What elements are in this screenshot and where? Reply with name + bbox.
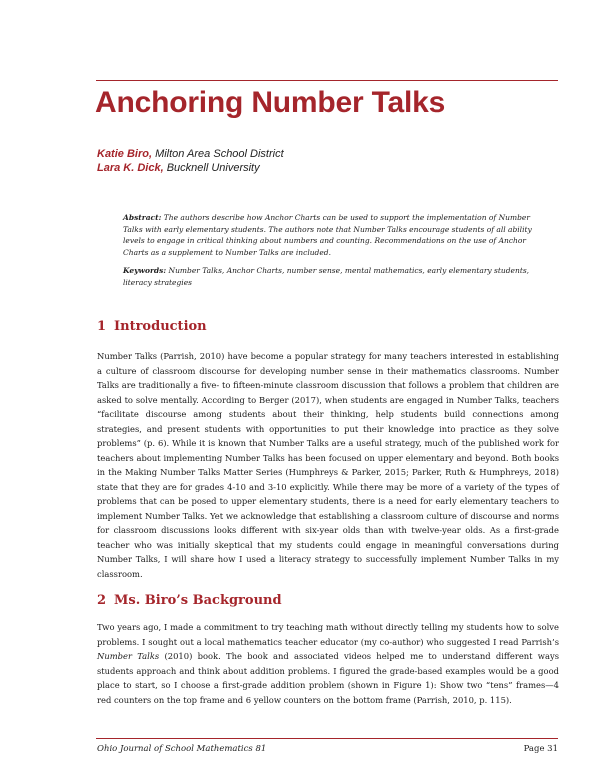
author-name: Katie Biro, bbox=[97, 148, 153, 160]
footer-page-number: Page 31 bbox=[523, 744, 558, 754]
book-title: Number Talks bbox=[97, 651, 160, 661]
header-rule bbox=[96, 80, 558, 81]
author-line bbox=[97, 147, 284, 161]
author-affiliation: Bucknell University bbox=[163, 162, 260, 174]
section-heading-background bbox=[97, 593, 282, 608]
keywords bbox=[123, 265, 536, 288]
author-line bbox=[97, 161, 284, 175]
introduction-paragraph: Number Talks (Parrish, 2010) have become a popular strategy for many teachers interested in establishing a culture of classroom discourse for developing number sense in their mathematics classrooms. Number Talks are traditionally a five- to fifteen-minute classroom discussion that follows a problem that children are asked to solve mentally. According to Berger (2017), when students are engaged in Number Talks, teachers “facilitate discourse among students about their thinking, help students build connections among strategies, and present students with opportunities to put their knowledge into practice as they solve problems” (p. 6). While it is known that Number Talks are a useful strategy, much of the published work for teachers about implementing Number Talks has been focused on upper elementary and beyond. Both books in the Making Number Talks Matter Series (Humphreys & Parker, 2015; Parker, Ruth & Humphreys, 2018) state that they are for grades 4-10 and 3-10 explicitly. While there may be more of a variety of the types of problems that can be posed to upper elementary students, there is a need for early elementary teachers to implement Number Talks. Yet we acknowledge that establishing a classroom culture of discourse and norms for classroom discussions looks different with six-year olds than with twelve-year olds. As a first-grade teacher who was initially skeptical that my students could engage in meaningful conversations during Number Talks, I will share how I used a literacy strategy to successfully implement Number Talks in my classroom. bbox=[97, 351, 559, 579]
section-title: Ms. Biro’s Background bbox=[114, 593, 282, 608]
background-paragraph bbox=[97, 620, 559, 707]
paragraph-text: (2010) book. The book and associated videos helped me to understand different ways students approach and think about addition problems. I figured the grade-based examples would be a good place to start, so I choose a first-grade addition problem (shown in Figure 1): Show two “tens” frames—4 red counters on the top frame and 6 yellow counters on the bottom frame (Parrish, 2010, p. 115). bbox=[97, 651, 559, 705]
article-title: Anchoring Number Talks bbox=[95, 86, 446, 119]
footer-journal: Ohio Journal of School Mathematics 81 bbox=[97, 744, 267, 754]
section-heading-introduction bbox=[97, 319, 207, 334]
abstract-block bbox=[123, 212, 536, 289]
section-number: 2 bbox=[97, 593, 107, 608]
abstract bbox=[123, 212, 536, 258]
keywords-text: Number Talks, Anchor Charts, number sense, mental mathematics, early elementary students, literacy strategies bbox=[123, 266, 530, 287]
keywords-label: Keywords: bbox=[123, 266, 167, 276]
author-affiliation: Milton Area School District bbox=[152, 148, 284, 160]
abstract-label: Abstract: bbox=[123, 213, 162, 222]
author-block bbox=[97, 147, 284, 175]
abstract-text: The authors describe how Anchor Charts can be used to support the implementation of Number Talks with early elementary students. The authors note that Number Talks encourage students of all ability levels to engage in critical thinking about numbers and counting. Recommendations on the use of Anchor Charts as a supplement to Number Talks are included. bbox=[123, 213, 532, 257]
section-number: 1 bbox=[97, 319, 107, 334]
section-title: Introduction bbox=[114, 319, 207, 334]
footer-rule bbox=[96, 738, 558, 739]
author-name: Lara K. Dick, bbox=[97, 162, 164, 174]
paragraph-text: Two years ago, I made a commitment to try teaching math without directly telling my students how to solve problems. I sought out a local mathematics teacher educator (my co-author) who suggested I read Parrish’s bbox=[97, 622, 559, 647]
